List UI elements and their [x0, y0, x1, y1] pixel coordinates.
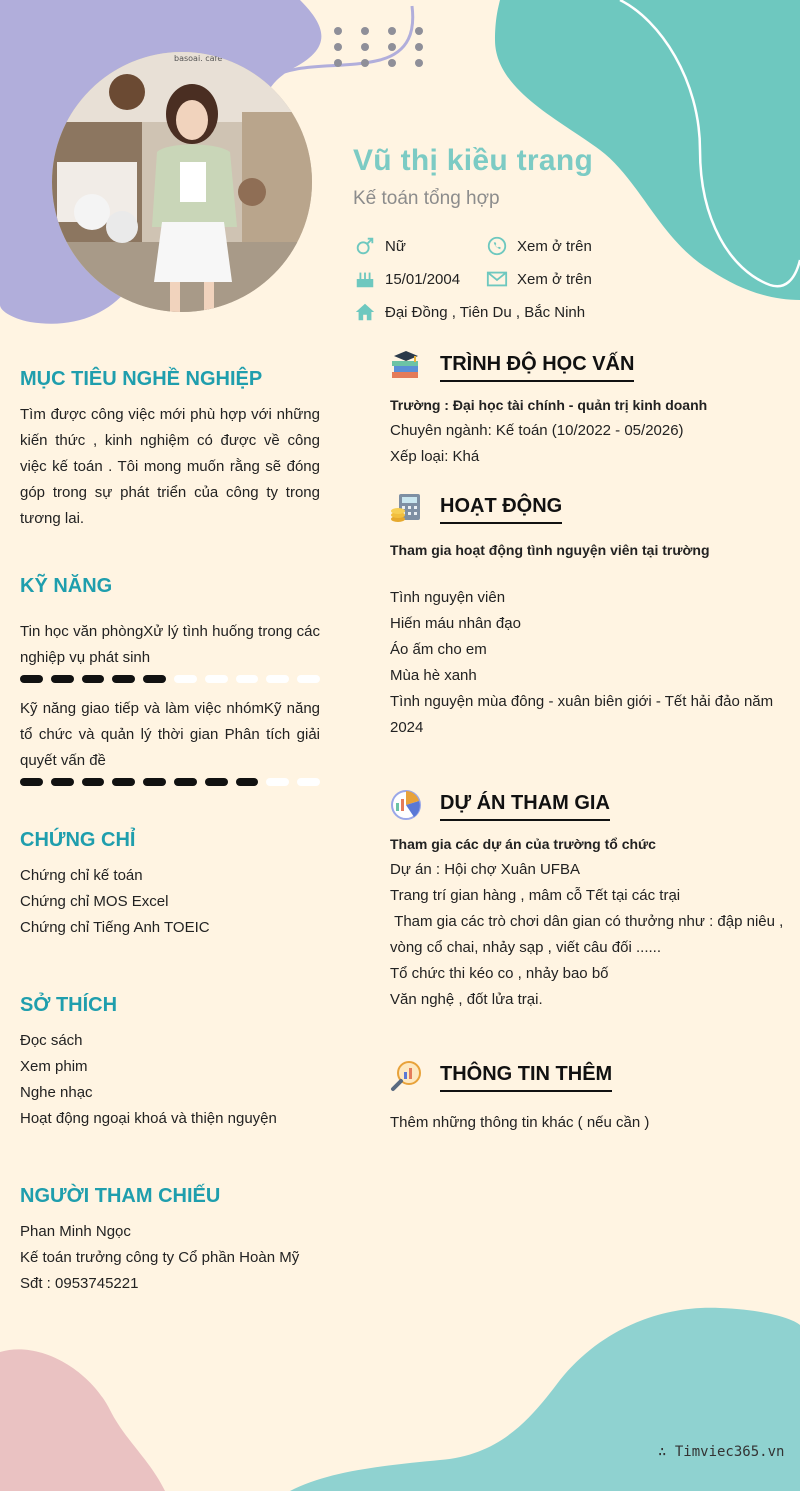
- skill-dot: [174, 778, 197, 786]
- skill-dot: [297, 778, 320, 786]
- skill-dot: [205, 675, 228, 683]
- objective-text: Tìm được công việc mới phù hợp với những kiến thức , kinh nghiệm có được về công việc kế toán . Tôi mong muốn rằng sẽ đóng góp trong sự phát triển của công ty trong tương lai.: [20, 406, 320, 527]
- certificate-item: Chứng chỉ kế toán: [20, 867, 143, 884]
- education-title: TRÌNH ĐỘ HỌC VẤN: [440, 353, 634, 382]
- skill-dot: [236, 675, 259, 683]
- skill-dot: [112, 778, 135, 786]
- hobby-item: Đọc sách: [20, 1032, 83, 1049]
- reference-line: Kế toán trưởng công ty Cổ phần Hoàn Mỹ: [20, 1249, 300, 1266]
- birthday-value: 15/01/2004: [385, 270, 461, 288]
- skill-dot: [297, 675, 320, 683]
- gender-row: [354, 235, 406, 257]
- certificate-item: Chứng chỉ MOS Excel: [20, 893, 169, 910]
- activities-heading: Tham gia hoạt động tình nguyện viên tại trường: [390, 542, 710, 558]
- objective-title: MỤC TIÊU NGHỀ NGHIỆP: [20, 368, 263, 390]
- address-row: [354, 301, 585, 323]
- gender-icon: [354, 235, 376, 257]
- skill-dot: [266, 778, 289, 786]
- certificates-section: [20, 829, 320, 941]
- activity-item: Tình nguyện mùa đông - xuân biên giới - Tết hải đảo năm 2024: [390, 693, 774, 736]
- hobby-item: Nghe nhạc: [20, 1084, 93, 1101]
- project-item: Tham gia các trò chơi dân gian có thưởng như : đập niêu , vòng cổ chai, nhảy sạp , viết câu đối ......: [390, 913, 788, 956]
- activities-section: [390, 492, 790, 741]
- email-value: Xem ở trên: [517, 270, 592, 288]
- project-item: Dự án : Hội chợ Xuân UFBA: [390, 861, 580, 878]
- project-item: Văn nghệ , đốt lửa trại.: [390, 991, 543, 1008]
- references-title: NGƯỜI THAM CHIẾU: [20, 1185, 221, 1207]
- skill-dot: [174, 675, 197, 683]
- project-item: Trang trí gian hàng , mâm cỗ Tết tại các trại: [390, 887, 681, 904]
- extra-info-section: [390, 1060, 790, 1136]
- references-section: [20, 1185, 320, 1297]
- projects-section: [390, 789, 790, 1013]
- skill-dot: [205, 778, 228, 786]
- education-rank: Xếp loại: Khá: [390, 448, 480, 465]
- project-item: Tổ chức thi kéo co , nhảy bao bố: [390, 965, 609, 982]
- hobbies-section: [20, 994, 320, 1132]
- skill-dot: [51, 675, 74, 683]
- project-chart-icon: [390, 789, 422, 821]
- skill-dot: [82, 778, 105, 786]
- envelope-icon: [486, 268, 508, 290]
- certificate-item: Chứng chỉ Tiếng Anh TOEIC: [20, 919, 210, 936]
- hobby-item: Hoạt động ngoại khoá và thiện nguyện: [20, 1110, 277, 1127]
- job-title: Kế toán tổng hợp: [353, 188, 500, 209]
- calculator-coins-icon: [390, 492, 422, 524]
- extra-info-text: Thêm những thông tin khác ( nếu cần ): [390, 1114, 650, 1131]
- skill-dot: [20, 778, 43, 786]
- reference-line: Phan Minh Ngọc: [20, 1223, 131, 1240]
- magnifier-chart-icon: [390, 1060, 422, 1092]
- phone-value: Xem ở trên: [517, 237, 592, 255]
- skill-dot: [143, 675, 166, 683]
- skill-level-bar: [20, 675, 320, 683]
- education-school: Trường : Đại học tài chính - quản trị kinh doanh: [390, 397, 708, 413]
- skills-section: [20, 575, 320, 786]
- extra-info-title: THÔNG TIN THÊM: [440, 1063, 612, 1092]
- activities-title: HOẠT ĐỘNG: [440, 495, 562, 524]
- birthday-cake-icon: [354, 268, 376, 290]
- projects-heading: Tham gia các dự án của trường tổ chức: [390, 836, 656, 852]
- certificates-title: CHỨNG CHỈ: [20, 829, 136, 851]
- address-value: Đại Đồng , Tiên Du , Bắc Ninh: [385, 303, 586, 321]
- skill-dot: [236, 778, 259, 786]
- candidate-name: Vũ thị kiều trang: [353, 144, 594, 177]
- skill-level-bar: [20, 778, 320, 786]
- photo-caption: basoai. cafe: [174, 54, 223, 63]
- objective-section: [20, 368, 320, 532]
- hobbies-title: SỞ THÍCH: [20, 994, 118, 1016]
- skill-text: Tin học văn phòngXử lý tình huống trong các nghiệp vụ phát sinh: [20, 623, 320, 666]
- skill-dot: [82, 675, 105, 683]
- phone-icon: [486, 235, 508, 257]
- activity-item: Mùa hè xanh: [390, 667, 477, 684]
- profile-photo: [52, 52, 312, 312]
- activity-item: Tình nguyện viên: [390, 589, 506, 606]
- watermark: ∴ Timviec365.vn: [658, 1444, 785, 1460]
- skill-dot: [51, 778, 74, 786]
- skill-dot: [20, 675, 43, 683]
- activity-item: Áo ấm cho em: [390, 641, 487, 658]
- graduation-books-icon: [390, 350, 422, 382]
- home-icon: [354, 301, 376, 323]
- skill-dot: [112, 675, 135, 683]
- skill-text: Kỹ năng giao tiếp và làm việc nhómKỹ năng tổ chức và quản lý thời gian Phân tích giải quyết vấn đề: [20, 700, 320, 769]
- education-major: Chuyên ngành: Kế toán (10/2022 - 05/2026): [390, 422, 684, 439]
- education-section: [390, 350, 790, 470]
- phone-row: [486, 235, 592, 257]
- skill-dot: [143, 778, 166, 786]
- skill-dot: [266, 675, 289, 683]
- reference-line: Sđt : 0953745221: [20, 1275, 139, 1292]
- hobby-item: Xem phim: [20, 1058, 88, 1075]
- skills-title: KỸ NĂNG: [20, 575, 113, 597]
- birthday-row: [354, 268, 460, 290]
- projects-title: DỰ ÁN THAM GIA: [440, 792, 610, 821]
- activity-item: Hiến máu nhân đạo: [390, 615, 521, 632]
- email-row: [486, 268, 592, 290]
- gender-value: Nữ: [385, 237, 406, 255]
